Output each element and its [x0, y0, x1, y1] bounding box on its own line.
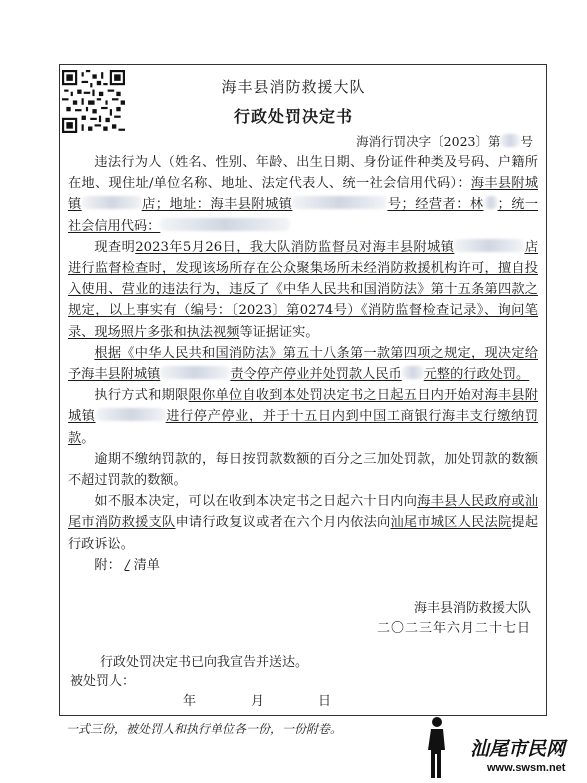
- paragraph-late-penalty: 逾期不缴纳罚款的，每日按罚款数额的百分之三加处罚款，加处罚款的数额不超过罚款的数额。: [68, 451, 538, 489]
- paragraph-decision: [68, 343, 538, 385]
- findings-end: 等证据证实。: [239, 324, 319, 340]
- offender-operator: 号；经营者：林: [387, 197, 484, 213]
- receipt-year-label: 年: [183, 694, 197, 709]
- findings-text-2: 店进行监督检查时，发现该场所存在公众聚集场所未经消防救援机构许可，擅自投入使用、营业的违法行为，违反了《中华人民共和国消防法》第十五条第四款之规定，以上事实有（编号：〔2023〕第0274号）《消防监督检查记录》、询问笔录、现场照片多张和执法视频: [68, 239, 539, 340]
- document-number-text: 海消行罚决字〔2023〕第: [356, 134, 501, 149]
- redaction-blur: [160, 366, 230, 379]
- redaction-blur: [292, 196, 387, 209]
- paragraph-findings: [68, 237, 538, 343]
- service-statement: 行政处罚决定书已向我宣告并送达。: [100, 655, 309, 670]
- document-number: [356, 132, 533, 150]
- redaction-blur: [160, 218, 290, 231]
- appeal-text-1: 如不服本决定，可以在收到本决定书之日起六十日内向: [94, 494, 418, 510]
- attachment-label: 附：: [94, 557, 121, 573]
- appeal-court: 汕尾市城区人民法院: [390, 515, 512, 531]
- inspection-date: 2023年5月26日: [135, 239, 237, 255]
- signature-agency: 海丰县消防救援大队: [413, 601, 531, 616]
- redaction-blur: [82, 196, 142, 209]
- offender-address: 店；地址：海丰县附城镇: [141, 197, 293, 213]
- appeal-text-3: 提起行政诉讼。: [68, 515, 539, 552]
- execution-end: 。: [81, 430, 95, 446]
- attachment-text: 清单: [133, 557, 160, 573]
- paragraph-execution: [68, 385, 538, 449]
- agency-title: 海丰县消防救援大队: [221, 78, 366, 96]
- decision-text-1: 根据《中华人民共和国消防法》第五十八条第一款第四项之规定，现决定给予海丰县附城镇: [68, 345, 538, 383]
- decision-details: [68, 346, 538, 382]
- redaction-blur: [96, 408, 166, 421]
- copies-note: 一式三份，被处罚人和执行单位各一份，一份附卷。: [66, 722, 343, 736]
- decision-text-3: 元整的行政处罚。: [423, 367, 530, 383]
- receipt-day-label: 日: [318, 694, 332, 709]
- offender-town: 海丰县附城镇: [68, 176, 539, 213]
- document-title: 行政处罚决定书: [233, 107, 353, 126]
- recipient-label: 被处罚人：: [70, 674, 136, 689]
- paragraph-offender: [68, 152, 538, 237]
- receipt-month-label: 月: [251, 694, 265, 709]
- attachment-mark: /: [124, 557, 130, 573]
- appeal-review-body: 海丰县人民政府或汕尾市消防救援支队: [68, 494, 539, 531]
- decision-text-2: 责令停产停业并处罚款人民币: [230, 367, 402, 383]
- signature-date: 二〇二三年六月二十七日: [376, 621, 531, 636]
- offender-credit-code: ；统一社会信用代码：: [68, 197, 539, 234]
- offender-lead: 违法行为人（姓名、性别、年龄、出生日期、身份证件种类及号码、户籍所在地、现住址/单位名称、地址、法定代表人、统一社会信用代码）：: [68, 155, 538, 192]
- watermark-site-name: 汕尾市民网: [470, 738, 566, 760]
- attachment-line: [68, 555, 538, 576]
- execution-text-2: 进行停产停业，并于十五日内到中国工商银行海丰支行缴纳罚款: [68, 409, 539, 446]
- redaction-blur: [402, 366, 424, 379]
- document-number-suffix: 号: [520, 134, 533, 149]
- findings-lead: 现查明: [94, 239, 136, 255]
- redaction-blur: [454, 239, 524, 252]
- findings-text-1: ，我大队消防监督员对海丰县附城镇: [236, 239, 455, 255]
- appeal-text-2: 申请行政复议或者在六个月内依法向: [175, 515, 391, 531]
- execution-text-1: 限你单位自收到本处罚决定书之日起五日内开始对海丰县附城镇: [68, 388, 538, 425]
- redaction-blur: [484, 196, 498, 209]
- execution-lead: 执行方式和期限: [94, 388, 189, 404]
- decision-body: [68, 152, 538, 576]
- paragraph-appeal: [68, 491, 538, 555]
- watermark-url: www.swsm.net: [487, 762, 566, 774]
- redaction-blur: [500, 134, 520, 147]
